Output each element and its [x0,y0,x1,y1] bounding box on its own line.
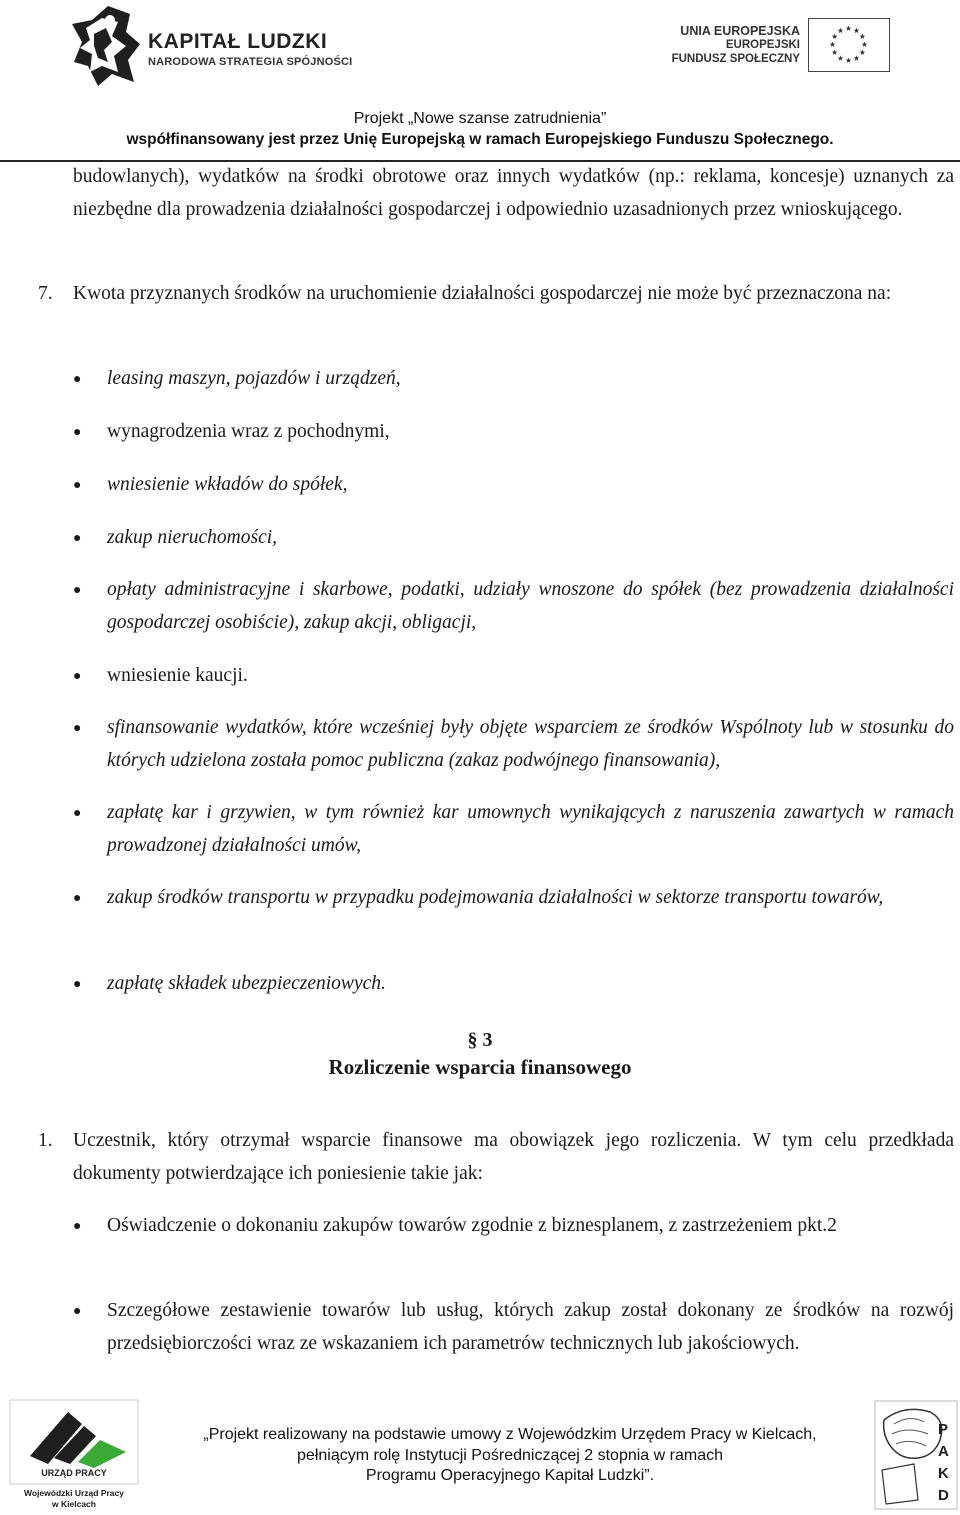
eu-star-icon [832,34,838,39]
item-1-text: Uczestnik, który otrzymał wsparcie finansowe ma obowiązek jego rozliczenia. W tym celu przedkłada dokumenty potwierdzające ich poniesienie takie jak: [73,1130,954,1184]
item-7-number: 7. [38,283,53,304]
footer-note [150,1425,870,1487]
bullet-icon: ● [73,1302,82,1318]
pakd-letter-d: D [938,1487,949,1504]
bullet-icon: ● [73,581,82,597]
list-item: zakup nieruchomości, [107,527,278,548]
bullet-icon: ● [73,370,82,386]
wup-name-line2: w Kielcach [52,1499,96,1509]
list-item: zakup środków transportu w przypadku podejmowania działalności w sektorze transportu towarów, [107,887,884,908]
eu-star-icon [838,28,844,33]
eu-star-icon [860,34,866,39]
list-item: zapłatę kar i grzywien, w tym również kar umownych wynikających z naruszenia zawartych w ramach prowadzonej działalności umów, [107,802,954,856]
kapital-ludzki-emblem-icon [68,2,148,90]
eu-label-line3: FUNDUSZ SPOŁECZNY [671,53,800,65]
item-7-text: Kwota przyznanych środków na uruchomienie działalności gospodarczej nie może być przeznaczona na: [73,283,892,304]
list-item: leasing maszyn, pojazdów i urządzeń, [107,368,401,389]
wup-name-line1: Wojewódzki Urząd Pracy [24,1488,124,1498]
kapital-ludzki-title: KAPITAŁ LUDZKI [148,30,328,53]
bullet-icon: ● [73,667,82,683]
list-item: wynagrodzenia wraz z pochodnymi, [107,421,390,442]
eu-star-icon [832,50,838,55]
list-item: wniesienie wkładów do spółek, [107,474,348,495]
wup-emblem-icon [8,1398,140,1486]
section-number: § 3 [467,1029,493,1051]
project-cofinancing-note: współfinansowany jest przez Unię Europejską w ramach Europejskiego Funduszu Społecznego. [126,131,834,148]
footer-line2: pełniącym rolę Instytucji Pośredniczącej 2 stopnia w ramach [297,1446,723,1464]
list-item: wniesienie kaucji. [107,665,248,686]
bullet-icon: ● [73,529,82,545]
footer-line1: „Projekt realizowany na podstawie umowy z Wojewódzkim Urzędem Pracy w Kielcach, [203,1426,817,1443]
pakd-letter-p: P [938,1421,949,1438]
footer-line3: Programu Operacyjnego Kapitał Ludzki”. [365,1467,655,1484]
kapital-ludzki-subtitle: NARODOWA STRATEGIA SPÓJNOŚCI [148,56,353,68]
list-item: Oświadczenie o dokonaniu zakupów towarów zgodnie z biznesplanem, z zastrzeżeniem pkt.2 [107,1215,837,1236]
bullet-icon: ● [73,804,82,820]
wup-name [8,1488,140,1510]
eu-star-icon [830,42,836,47]
page-header [0,0,960,162]
bullet-icon: ● [73,476,82,492]
list-item: Szczegółowe zestawienie towarów lub usług, których zakup został dokonany ze środków na rozwój przedsiębiorczości wraz ze wskazaniem ich parametrów technicznych lub jakościowych. [107,1300,954,1354]
section-title: Rozliczenie wsparcia finansowego [328,1055,632,1079]
eu-star-icon [862,42,868,47]
bullet-icon: ● [73,975,82,991]
pakd-letter-k: K [938,1465,949,1482]
wup-logo-label: URZĄD PRACY [41,1468,107,1478]
eu-star-icon [838,55,844,60]
project-title: Projekt „Nowe szanse zatrudnienia” [353,110,607,127]
eu-star-icon [846,58,852,63]
bullet-icon: ● [73,1217,82,1233]
list-item: zapłatę składek ubezpieczeniowych. [107,973,386,994]
eu-star-icon [854,28,860,33]
eu-star-icon [860,50,866,55]
bullet-icon: ● [73,719,82,735]
eu-flag-icon [808,18,890,72]
eu-star-icon [846,26,852,31]
eu-label-line2: EUROPEJSKI [725,39,800,51]
eu-label-line1: UNIA EUROPEJSKA [680,24,800,38]
list-item: opłaty administracyjne i skarbowe, podatki, udziały wnoszone do spółek (bez prowadzenia działalności gospodarczej osobiście), zakup akcji, obligacji, [107,579,954,633]
item-1-number: 1. [38,1130,53,1151]
pakd-emblem-icon [874,1400,958,1510]
list-item: sfinansowanie wydatków, które wcześniej były objęte wsparciem ze środków Wspólnoty lub w stosunku do których udzielona została pomoc publiczna (zakaz podwójnego finansowania), [107,717,954,771]
intro-paragraph: budowlanych), wydatków na środki obrotowe oraz innych wydatków (np.: reklama, koncesje) uznanych za niezbędne dla prowadzenia działalności gospodarczej i odpowiednio uzasadnionych przez wnioskującego. [73,166,954,220]
pakd-letter-a: A [938,1443,949,1460]
pakd-logo [874,1400,958,1510]
eu-star-icon [854,55,860,60]
eu-fund-label [660,24,800,66]
bullet-icon: ● [73,889,82,905]
bullet-icon: ● [73,423,82,439]
